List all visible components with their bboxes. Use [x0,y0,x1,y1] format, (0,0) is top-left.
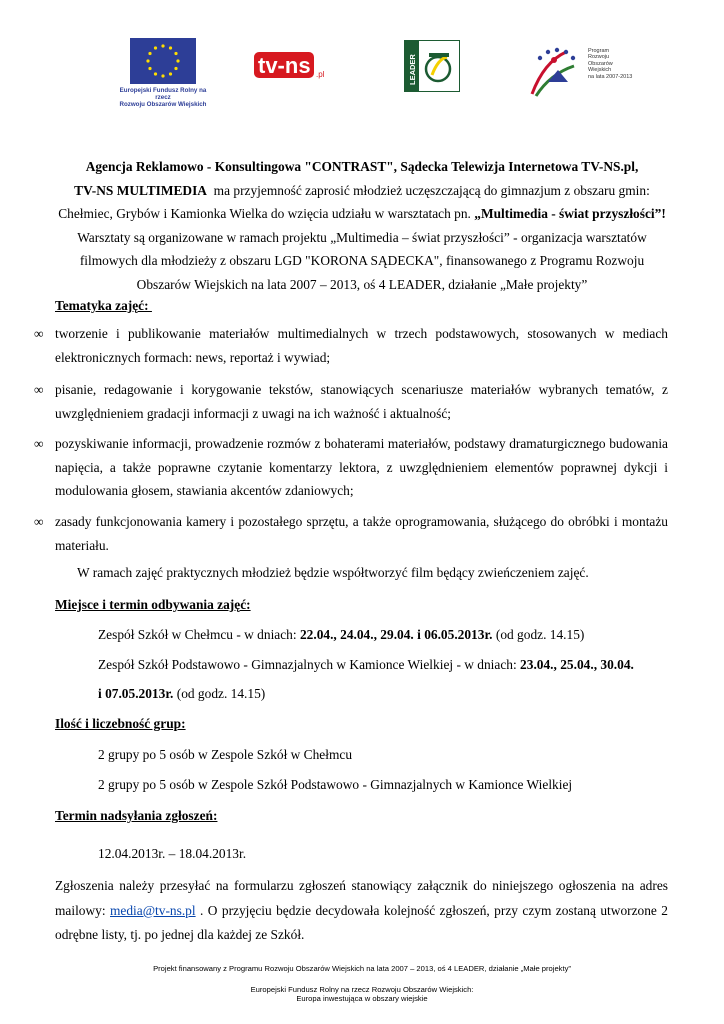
intro-line-4: Warsztaty są organizowane w ramach projektu „Multimedia – świat przyszłości” - organizacja warsztatów [77,229,647,245]
zgloszenia-pre: Zgłoszenia należy przesyłać na formularzu zgłoszeń stanowiący załącznik do niniejszego ogłoszenia na adres mailowy: [55,878,668,918]
prow-line: Obszarów [588,60,613,67]
eu-flag-icon [130,38,196,84]
prow-line: Rozwoju [588,54,610,61]
intro-line-2 [40,179,684,203]
tvns-logo-suffix: .pl [316,70,325,79]
prow-line: Program [588,48,610,54]
prow-line: na lata 2007-2013 [588,73,633,80]
termin-dates: 12.04.2013r. – 18.04.2013r. [98,846,247,861]
list-item [34,432,668,503]
eu-caption [114,87,212,108]
footer-line-2: Europejski Fundusz Rolny na rzecz Rozwoju Obszarów Wiejskich: [250,985,474,994]
miejsce-line-2-pre: Zespół Szkół Podstawowo - Gimnazjalnych w Kamionce Wielkiej - w dniach: [98,657,521,672]
list-item [34,322,668,369]
grupy-heading: Ilość i liczebność grup: [55,716,186,731]
zgloszenia-post: . O przyjęciu będzie decydowała kolejność zgłoszeń, przy czym zostaną utworzone 2 odrębne listy, tj. po jednej dla każdej ze Szkół. [55,902,668,942]
miejsce-line-1-pre: Zespół Szkół w Chełmcu - w dniach: [98,627,300,642]
footer-line-1: Projekt finansowany z Programu Rozwoju Obszarów Wiejskich na lata 2007 – 2013, oś 4 LEADER, działanie „Małe projekty” [153,964,571,973]
infinity-bullet-icon: ∞ [34,514,44,529]
miejsce-line-3-dates: i 07.05.2013r. [98,686,174,701]
list-item-text: pisanie, redagowanie i korygowanie tekstów, stanowiących scenariusze materiałów wybranych tematów, z uwzględnieniem gradacji informacji z uwagi na ich ważność i aktualność; [55,382,668,421]
list-item [34,378,668,425]
tematyka-heading: Tematyka zajęć: [55,298,152,313]
intro-line-2-rest: ma przyjemność zaprosić młodzież uczęszczającą do gimnazjum z obszaru gmin: [206,182,650,198]
intro-line-3-bold: „Multimedia - świat przyszłości”! [474,206,666,221]
footer-line-3: Europa inwestująca w obszary wiejskie [296,994,428,1003]
zgloszenia-paragraph [55,874,668,948]
intro-line-3-pre: Chełmiec, Grybów i Kamionka Wielka do wzięcia udziału w warsztatach pn. [58,206,475,221]
tvns-logo [254,50,346,80]
prow-line: Wiejskich [588,67,612,74]
eu-logo [114,38,212,108]
tematyka-summary: W ramach zajęć praktycznych młodzież będzie współtworzyć film będący zwieńczeniem zajęć. [77,565,589,580]
prow-logo [526,44,636,100]
eu-caption-line-1: Europejski Fundusz Rolny na rzecz [119,87,207,101]
tvns-logo-text: tv-ns [258,53,311,78]
intro-line-6: Obszarów Wiejskich na lata 2007 – 2013, oś 4 LEADER, działanie „Małe projekty” [136,276,588,292]
intro-line-2-bold: TV-NS MULTIMEDIA [74,182,207,198]
list-item-text: tworzenie i publikowanie materiałów multimedialnych w trzech podstawowych, stosowanych w mediach elektronicznych formach: news, reportaż i wywiad; [55,326,668,365]
logo-bar [0,34,724,108]
intro-line-1: Agencja Reklamowo - Konsultingowa "CONTRAST", Sądecka Telewizja Internetowa TV-NS.pl, [85,159,639,174]
grupy-line-2: 2 grupy po 5 osób w Zespole Szkół Podstawowo - Gimnazjalnych w Kamionce Wielkiej [98,777,573,792]
list-item-text: zasady funkcjonowania kamery i pozostałego sprzętu, a także oprogramowania, służącego do obróbki i montażu materiału. [55,514,668,553]
list-item-text: pozyskiwanie informacji, prowadzenie rozmów z bohaterami materiałów, podstawy dramaturgicznego budowania napięcia, a także poprawne czytanie komentarzy lektora, z uwzględnieniem elementów poprawnej dykcji i modulowania głosem, stawiania akcentów zdaniowych; [55,436,668,498]
miejsce-line-1 [98,627,584,643]
list-item [34,510,668,557]
miejsce-line-2-dates: 23.04., 25.04., 30.04. [520,657,634,672]
miejsce-line-1-dates: 22.04., 24.04., 29.04. i 06.05.2013r. [299,627,493,642]
intro-line-5: filmowych dla młodzieży z obszaru LGD "KORONA SĄDECKA", finansowanego z Programu Rozwoju [79,253,645,268]
intro-section [40,155,684,296]
miejsce-line-2 [98,657,634,673]
leader-logo [404,40,460,92]
grupy-line-1: 2 grupy po 5 osób w Zespole Szkół w Chełmcu [98,747,353,762]
infinity-bullet-icon: ∞ [34,326,44,341]
termin-heading: Termin nadsyłania zgłoszeń: [55,808,218,823]
intro-line-3 [40,202,684,226]
miejsce-line-3-post: (od godz. 14.15) [173,686,266,701]
leader-logo-text: LEADER [408,54,417,85]
email-link[interactable]: media@tv-ns.pl [110,902,196,918]
eu-caption-line-2: Rozwoju Obszarów Wiejskich [119,101,207,108]
miejsce-heading: Miejsce i termin odbywania zajęć: [55,597,251,612]
infinity-bullet-icon: ∞ [34,436,44,451]
miejsce-line-1-post: (od godz. 14.15) [492,627,585,642]
prow-logo-text [588,48,632,80]
miejsce-line-3 [98,686,265,702]
infinity-bullet-icon: ∞ [34,382,44,397]
